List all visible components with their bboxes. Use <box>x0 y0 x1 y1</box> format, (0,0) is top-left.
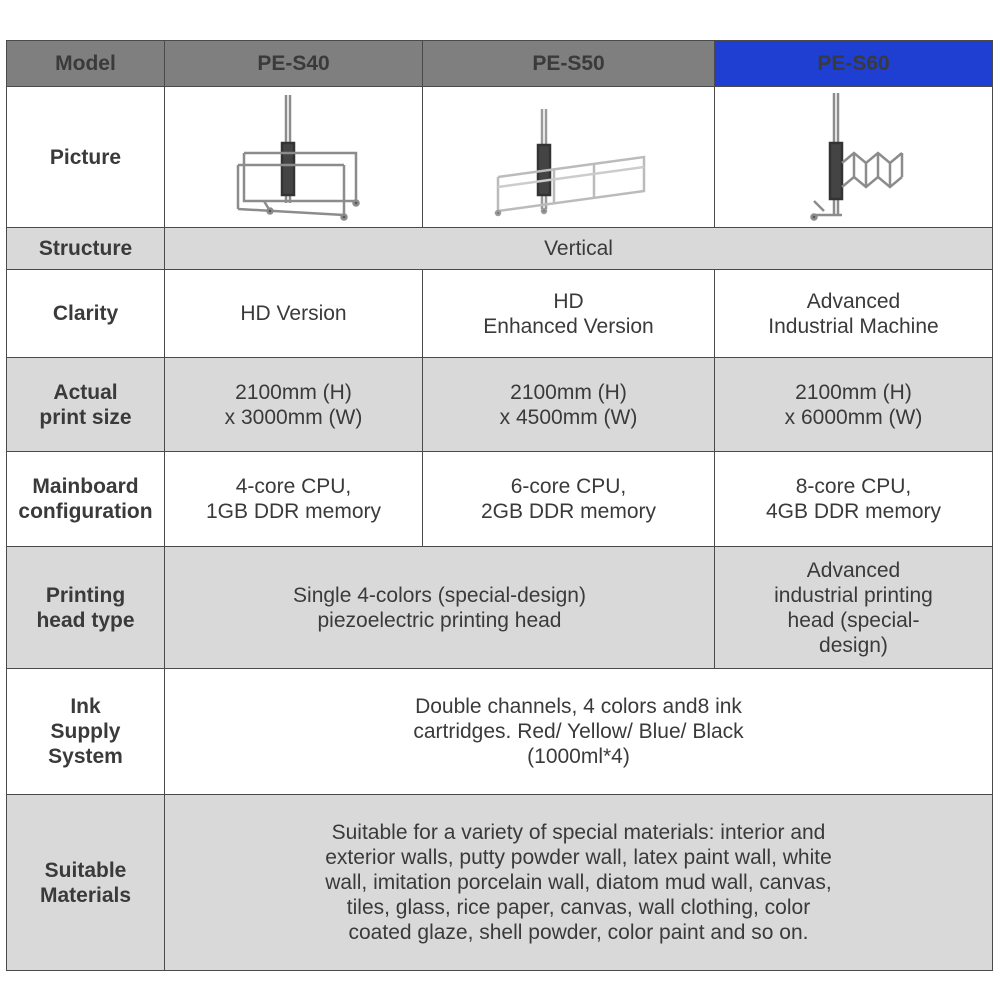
print-size-row <box>7 358 993 452</box>
header-row <box>7 41 993 87</box>
clarity-row <box>7 270 993 358</box>
print-size-value-s50: 2100mm (H) x 4500mm (W) <box>423 358 715 452</box>
clarity-value-s50: HD Enhanced Version <box>423 270 715 358</box>
ink-row <box>7 669 993 795</box>
picture-row <box>7 87 993 228</box>
clarity-label: Clarity <box>7 270 165 358</box>
print-head-value-shared: Single 4-colors (special-design) piezoelectric printing head <box>165 547 715 669</box>
print-head-label: Printing head type <box>7 547 165 669</box>
structure-row <box>7 228 993 270</box>
printer-s40-image <box>165 87 423 228</box>
printer-s50-image <box>423 87 715 228</box>
model-header-s50: PE-S50 <box>423 41 715 87</box>
picture-label: Picture <box>7 87 165 228</box>
mainboard-value-s60: 8-core CPU, 4GB DDR memory <box>715 452 993 547</box>
mainboard-value-s40: 4-core CPU, 1GB DDR memory <box>165 452 423 547</box>
ink-label: Ink Supply System <box>7 669 165 795</box>
print-head-row <box>7 547 993 669</box>
clarity-value-s40: HD Version <box>165 270 423 358</box>
print-head-value-s60: Advanced industrial printing head (special- design) <box>715 547 993 669</box>
mainboard-label: Mainboard configuration <box>7 452 165 547</box>
print-size-value-s60: 2100mm (H) x 6000mm (W) <box>715 358 993 452</box>
materials-value: Suitable for a variety of special materials: interior and exterior walls, putty powder wall, latex paint wall, white wall, imitation porcelain wall, diatom mud wall, canvas, tiles, glass, rice paper, canvas, wall clothing, color coated glaze, shell powder, color paint and so on. <box>165 795 993 971</box>
ink-value: Double channels, 4 colors and8 ink cartridges. Red/ Yellow/ Blue/ Black (1000ml*4) <box>165 669 993 795</box>
model-header-s40: PE-S40 <box>165 41 423 87</box>
printer-s60-image <box>715 87 993 228</box>
model-header-s60: PE-S60 <box>715 41 993 87</box>
spec-table <box>6 40 993 971</box>
materials-label: Suitable Materials <box>7 795 165 971</box>
structure-value: Vertical <box>165 228 993 270</box>
clarity-value-s60: Advanced Industrial Machine <box>715 270 993 358</box>
mainboard-value-s50: 6-core CPU, 2GB DDR memory <box>423 452 715 547</box>
print-size-label: Actual print size <box>7 358 165 452</box>
print-size-value-s40: 2100mm (H) x 3000mm (W) <box>165 358 423 452</box>
model-header-label: Model <box>7 41 165 87</box>
structure-label: Structure <box>7 228 165 270</box>
materials-row <box>7 795 993 971</box>
mainboard-row <box>7 452 993 547</box>
